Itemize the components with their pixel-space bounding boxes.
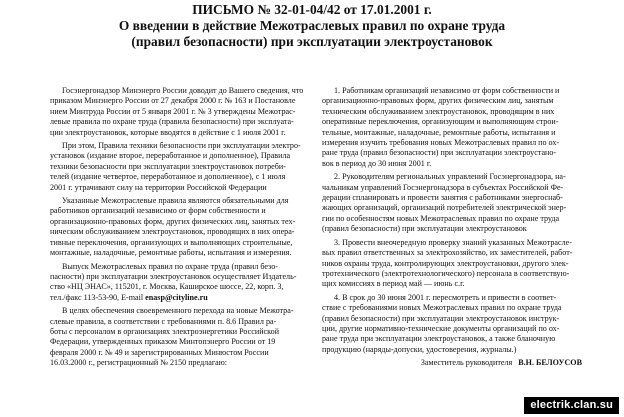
text-line: боты с персоналом в организациях электроэнергетики Российской: [50, 326, 280, 336]
text-line: организационно-правовых форм, других физическим лиц, занятым: [322, 96, 554, 106]
text-line: В целях обеспечения своевременного перехода на новые Межотра-: [62, 306, 294, 316]
text-line: слевые правила, в соответствии с требованиями п. 8.6 Правил ра-: [50, 316, 277, 326]
paragraph: [50, 196, 318, 258]
text-line: гии по особенностям новых Межотраслевых правил по охране труда: [322, 213, 560, 223]
paragraph: [322, 293, 594, 355]
text-line: 4. В срок до 30 июня 2001 г. пересмотреть и привести в соответ-: [334, 292, 557, 302]
email-link[interactable]: enasp@cityline.ru: [145, 292, 208, 302]
text-line: ране труда (правил безопасности) при эксплуатации электроустано-: [322, 148, 557, 158]
letter-subtitle-line: О введении в действие Межотраслевых правил по охране труда: [118, 18, 506, 33]
letter-header: [90, 2, 534, 50]
text-line: приказом Минэнерго России от 27 декабря 2000 г. № 163 и Постановле: [50, 96, 296, 106]
text-line: монтажные, наладочные, ремонтные работы, испытания и измерения.: [50, 248, 292, 258]
paragraph: [50, 306, 318, 368]
text-line: 3. Провести внеочередную проверку знаний указанных Межотрасле-: [334, 237, 572, 247]
text-line: ство «НЦ ЭНАС», 115201, г. Москва, Каширское шоссе, 22, корп. 3,: [50, 282, 284, 292]
signature: [322, 358, 594, 368]
text-line: работников организаций независимо от форм собственности и: [50, 206, 266, 216]
text-line: пасности) при эксплуатации электроустановок осуществляет Издатель-: [50, 271, 297, 281]
text-line: жающих организаций, организаций потребителей электрической энер-: [322, 203, 567, 213]
paragraph: [50, 262, 318, 304]
paragraph: [50, 86, 318, 138]
text-line: чальникам управлений Госэнергонадзора в субъектах Российской Фе-: [322, 182, 564, 192]
paragraph: [322, 86, 594, 169]
signature-position: Заместитель руководителя: [420, 358, 513, 368]
text-line: левые правила по охране труда (правила безопасности) при эксплуата-: [50, 117, 294, 127]
text-line: ническим обслуживанием электроустановок, проводящих в них опера-: [50, 227, 295, 237]
text-line: ствие с требованиями новых Межотраслевых правил по охране труда: [322, 303, 562, 313]
text-line: (правил безопасности) при эксплуатации электроустановок инструк-: [322, 313, 560, 323]
text-line: техническим обслуживанием электроустановок, проводящим в них: [322, 106, 555, 116]
text-line: установок (издание второе, переработанное и дополненное), Правила: [50, 151, 291, 161]
text-line: Указанные Межотраслевые правила являются обязательными для: [62, 196, 289, 206]
text-line: [50, 293, 318, 303]
text-line: Федерации, утвержденных приказом Минтопэнерго России от 19: [50, 337, 276, 347]
text-line: ции, другие нормативно-технические документы организаций по ох-: [322, 323, 560, 333]
text-line: оперативные переключения, организующим и выполняющим строи-: [322, 117, 559, 127]
text-line: ников охраны труда, контролирующих электроустановки, другого элек-: [322, 258, 569, 268]
text-line: 16.03.2000 г., регистрационный № 2150 предлагаю:: [50, 358, 228, 368]
text-line: Выпуск Межотраслевых правил по охране труда (правил безо-: [62, 261, 278, 271]
paragraph: [322, 172, 594, 234]
text-line: тивные переключения, организующих и выполняющих строительные,: [50, 237, 293, 247]
paragraph: [50, 141, 318, 193]
left-column: [50, 86, 318, 390]
text-line: ции электроустановок, которые вводятся в действие с 1 июля 2001 г.: [50, 127, 286, 137]
text-line: нием Минтруда России от 5 января 2001 г. № 3 утверждены Межотрас-: [50, 106, 296, 116]
text-line: (правил безопасности) при эксплуатации электроустановок: [322, 224, 527, 234]
contact-line: тел./факс 113-53-90, E-mail: [50, 292, 144, 302]
letter-subtitle-line: (правил безопасности) при эксплуатации электроустановок: [131, 34, 493, 49]
signature-name: В.Н. БЕЛОУСОВ: [518, 358, 582, 368]
text-line: 2001 г. утрачивают силу на территории Российской Федерации: [50, 182, 267, 192]
text-line: продукцию (наряды-допуски, удостоверения, журналы.): [322, 344, 517, 354]
text-line: 2. Руководителям региональных управлений Госэнергонадзора, на-: [334, 172, 566, 182]
text-line: щих комиссиях в период май — июнь с.г.: [322, 279, 465, 289]
text-line: 1. Работникам организаций независимо от форм собственности и: [334, 86, 560, 95]
text-line: вок в период до 30 июня 2001 г.: [322, 158, 432, 168]
text-line: тротехнического (электротехнологического) персонала в соответствую-: [322, 268, 570, 278]
text-line: телей (издание четвертое, переработанное и дополненное), с 1 июля: [50, 172, 286, 182]
text-line: тельные, монтажные, наладочные, ремонтные работы, испытания и: [322, 127, 556, 137]
text-line: организационно-правовых форм, других физических лиц, занятых тех-: [50, 216, 296, 226]
text-line: ране труда при эксплуатации электроустановок, а также бланочную: [322, 334, 556, 344]
letter-title: ПИСЬМО № 32-01-04/42 от 17.01.2001 г.: [192, 2, 432, 17]
paragraph: [322, 238, 594, 290]
text-line: При этом, Правила техники безопасности при эксплуатации электро-: [62, 141, 301, 151]
text-line: техники безопасности при эксплуатации электроустановок потреби-: [50, 161, 286, 171]
right-column: [322, 86, 594, 390]
watermark: electrik.clan.su: [524, 397, 619, 414]
text-line: измерения изучить требования новых Межотраслевых правил по ох-: [322, 138, 560, 148]
text-line: дерации спланировать и провести занятия с работниками энергоснаб-: [322, 193, 563, 203]
text-line: вых правил ответственных за электрохозяйство, их заместителей, работ-: [322, 248, 573, 258]
text-line: Госэнергонадзор Минэнерго России доводит до Вашего сведения, что: [62, 86, 304, 95]
text-line: февраля 2000 г. № 49 и зарегистрированных Минюстом России: [50, 347, 269, 357]
